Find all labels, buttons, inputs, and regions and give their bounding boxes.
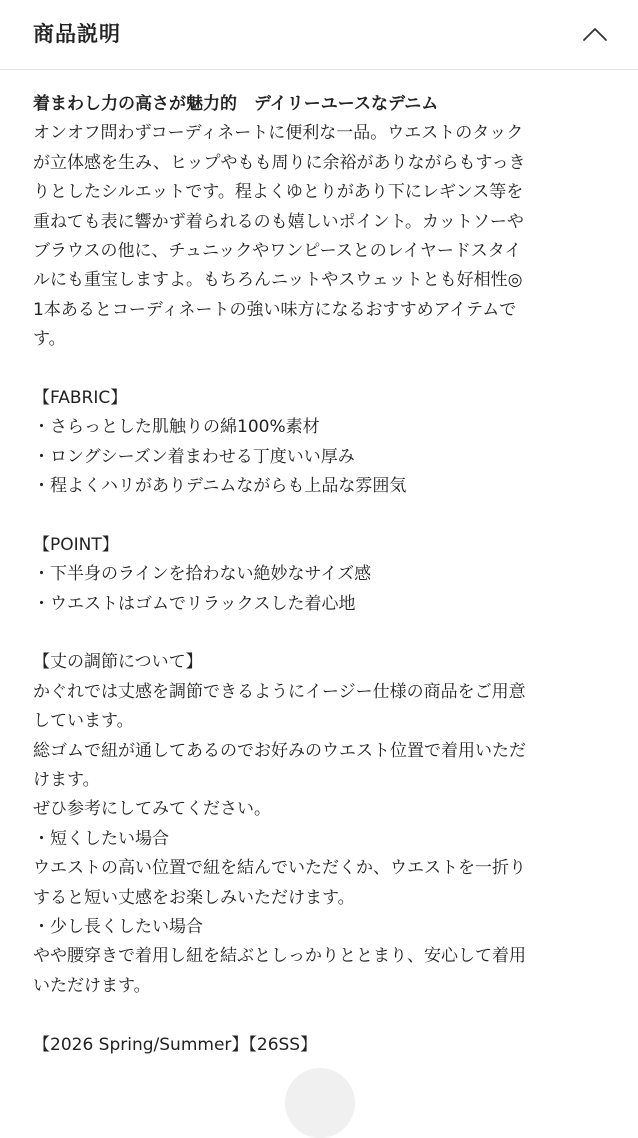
point-heading: 【POINT】 <box>33 534 119 555</box>
adjust-heading: 【丈の調節について】 <box>33 652 203 673</box>
scroll-top-button[interactable] <box>285 1068 355 1138</box>
adjust-line: しています。 <box>33 711 134 732</box>
adjust-line: ぜひ参考にしてみてください。 <box>33 799 271 820</box>
intro-line: オンオフ問わずコーディネートに便利な一品。ウエストのタック <box>33 123 524 144</box>
fabric-heading: 【FABRIC】 <box>33 387 128 408</box>
adjust-line: いただけます。 <box>33 975 151 996</box>
fabric-item: ・さらっとした肌触りの綿100%素材 <box>33 417 320 438</box>
intro-line: りとしたシルエットです。程よくゆとりがあり下にレギンス等を <box>33 182 524 203</box>
intro-line: 重ねても表に響かず着られるのも嬉しいポイント。カットソーや <box>33 211 524 232</box>
adjust-line: 総ゴムで紐が通してあるのでお好みのウエスト位置で着用いただ <box>33 740 526 761</box>
adjust-line: やや腰穿きで着用し紐を結ぶとしっかりととまり、安心して着用 <box>33 946 526 967</box>
adjust-line: けます。 <box>33 769 100 790</box>
adjust-line: かぐれでは丈感を調節できるようにイージー仕様の商品をご用意 <box>33 681 526 702</box>
intro-line: ルにも重宝しますよ。もちろんニットやスウェットとも好相性◎ <box>33 270 523 291</box>
headline: 着まわし力の高さが魅力的 デイリーユースなデニム <box>33 94 439 114</box>
fabric-item: ・程よくハリがありデニムながらも上品な雰囲気 <box>33 476 407 497</box>
spacer <box>33 501 613 530</box>
product-description-body <box>33 90 613 1060</box>
spacer <box>33 619 613 648</box>
adjust-line: ウエストの高い位置で紐を結んでいただくか、ウエストを一折り <box>33 858 526 879</box>
section-title: 商品説明 <box>33 22 121 46</box>
intro-line: す。 <box>33 329 66 350</box>
adjust-line: すると短い丈感をお楽しみいただけます。 <box>33 887 355 908</box>
spacer <box>33 1001 613 1030</box>
intro-line: 1本あるとコーディネートの強い味方になるおすすめアイテムで <box>33 299 517 320</box>
fabric-item: ・ロングシーズン着まわせる丁度いい厚み <box>33 446 355 467</box>
adjust-line: ・少し長くしたい場合 <box>33 916 203 937</box>
spacer <box>33 355 613 384</box>
adjust-line: ・短くしたい場合 <box>33 828 169 849</box>
collapse-button[interactable] <box>580 20 610 50</box>
chevron-up-icon <box>580 20 610 50</box>
intro-line: ブラウスの他に、チュニックやワンピースとのレイヤードスタイ <box>33 240 522 261</box>
point-item: ・下半身のラインを拾わない絶妙なサイズ感 <box>33 564 372 585</box>
season-tags: 【2026 Spring/Summer】【26SS】 <box>33 1034 318 1055</box>
intro-line: が立体感を生み、ヒップやもも周りに余裕がありながらもすっき <box>33 152 526 173</box>
point-item: ・ウエストはゴムでリラックスした着心地 <box>33 593 356 614</box>
product-description-header[interactable] <box>0 0 638 70</box>
